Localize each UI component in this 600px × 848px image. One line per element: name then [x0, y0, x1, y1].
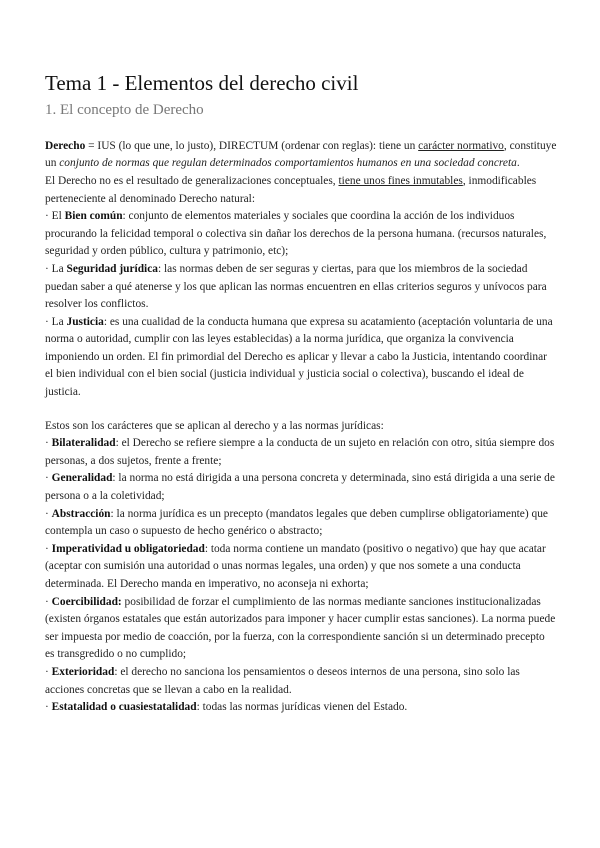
intro-text-a: = IUS (lo que une, lo justo), DIRECTUM (ordenar con reglas): tiene un — [85, 139, 419, 152]
term-generalidad: Generalidad — [51, 472, 113, 485]
document-body — [45, 138, 557, 717]
underlined-fines-inmutables: tiene unos fines inmutables — [338, 174, 463, 187]
term-estatalidad: Estatalidad o cuasiestatalidad — [51, 701, 197, 714]
bullet-prefix: · — [45, 507, 52, 520]
list-item — [45, 541, 557, 594]
item-text: : la norma no está dirigida a una persona concreta y determinada, sino está dirigida a una serie de persona o a la coletividad; — [45, 472, 555, 503]
list-item — [45, 261, 557, 314]
list-item — [45, 435, 557, 470]
term-coercibilidad: Coercibilidad: — [51, 595, 122, 608]
bullet-prefix: · — [45, 472, 52, 485]
document-page — [45, 70, 557, 717]
bullet-prefix: · — [45, 542, 52, 555]
term-imperatividad: Imperatividad u obligatoriedad — [51, 542, 205, 555]
paragraph-spacer — [45, 402, 557, 418]
term-derecho: Derecho — [45, 139, 86, 152]
term-abstraccion: Abstracción — [51, 507, 111, 520]
list-item — [45, 314, 557, 402]
list-item — [45, 470, 557, 505]
list-item — [45, 594, 557, 664]
list-item — [45, 506, 557, 541]
item-text: : la norma jurídica es un precepto (mandatos legales que deben cumplirse obligatoriamente) que contempla un caso o supuesto de hecho genérico o abstracto; — [45, 507, 548, 538]
intro-paragraph — [45, 138, 557, 173]
underlined-caracter-normativo: carácter normativo — [418, 139, 504, 152]
list-item — [45, 699, 557, 717]
item-text: : las normas deben de ser seguras y ciertas, para que los miembros de la sociedad puedan saber a qué atenerse y los que aplican las normas encuentren en ellas criterios seguros y unívocos para resolver los conflictos. — [45, 262, 547, 311]
section-heading: 1. El concepto de Derecho — [45, 102, 204, 119]
bullet-prefix: · La — [45, 315, 67, 328]
page-title: Tema 1 - Elementos del derecho civil — [45, 71, 359, 95]
bullet-prefix: · — [45, 701, 52, 714]
item-text: posibilidad de forzar el cumplimiento de las normas mediante sanciones institucionalizadas (existen órganos estatales que están autorizados para imponer y hacer cumplir estas sanciones). La norma puede ser impuesta por medio de coacción, por la fuerza, con la correspondiente sanción si un determinado precepto es transgredido o no cumplido; — [45, 595, 556, 661]
term-justicia: Justicia — [66, 315, 104, 328]
bullet-prefix: · El — [45, 210, 65, 223]
item-text: : el derecho no sanciona los pensamientos o deseos internos de una persona, sino solo las acciones concretas que se llevan a cabo en la realidad. — [45, 665, 520, 696]
term-bien-comun: Bien común — [64, 210, 123, 223]
term-seguridad-juridica: Seguridad jurídica — [66, 262, 158, 275]
bullet-prefix: · — [45, 595, 52, 608]
item-text: : el Derecho se refiere siempre a la conducta de un sujeto en relación con otro, sitúa siempre dos personas, a dos sujetos, frente a frente; — [45, 437, 555, 467]
bullet-prefix: · La — [45, 262, 67, 275]
bullet-prefix: · — [45, 665, 52, 678]
bullet-prefix: · — [45, 437, 52, 450]
term-bilateralidad: Bilateralidad — [51, 437, 116, 450]
fines-text-b: , inmodificables perteneciente al denominado Derecho natural: — [45, 174, 537, 205]
list-item — [45, 208, 557, 261]
intro-text-b: , constituye un — [45, 139, 557, 170]
item-text: : toda norma contiene un mandato (positivo o negativo) que hay que acatar (aceptar con sumisión una autoridad o unas normas legales, una orden) y que nos somete a una conducta determinada. El Derecho manda en imperativo, no aconseja ni exhorta; — [45, 542, 546, 590]
caracteres-intro: Estos son los carácteres que se aplican al derecho y a las normas jurídicas: — [45, 419, 384, 432]
fines-paragraph — [45, 173, 557, 208]
intro-text-c: . — [516, 157, 520, 170]
item-text: : es una cualidad de la conducta humana que expresa su acatamiento (aceptación voluntaria de una norma o autoridad, cumplir con las leyes establecidas) a la norma jurídica, que organiza la convivencia imponiendo un orden. El fin primordial del Derecho es aplicar y llevar a cabo la Justicia, intentando coordinar el bien individual con el bien social (justicia individual y justicia social o colectiva), buscando el ideal de justicia. — [45, 315, 553, 399]
item-text: : conjunto de elementos materiales y sociales que coordina la acción de los individuos procurando la felicidad temporal o colectiva sin dañar los derechos de la persona humana. (recursos naturales, seguridad y orden público, cultura y patrimonio, etc); — [45, 210, 547, 258]
item-text: : todas las normas jurídicas vienen del Estado. — [196, 701, 408, 714]
italic-definition: conjunto de normas que regulan determinados comportamientos humanos en una sociedad concreta — [59, 157, 517, 170]
list-item — [45, 664, 557, 699]
term-exterioridad: Exterioridad — [51, 665, 115, 678]
fines-text-a: El Derecho no es el resultado de generalizaciones conceptuales, — [45, 174, 339, 187]
